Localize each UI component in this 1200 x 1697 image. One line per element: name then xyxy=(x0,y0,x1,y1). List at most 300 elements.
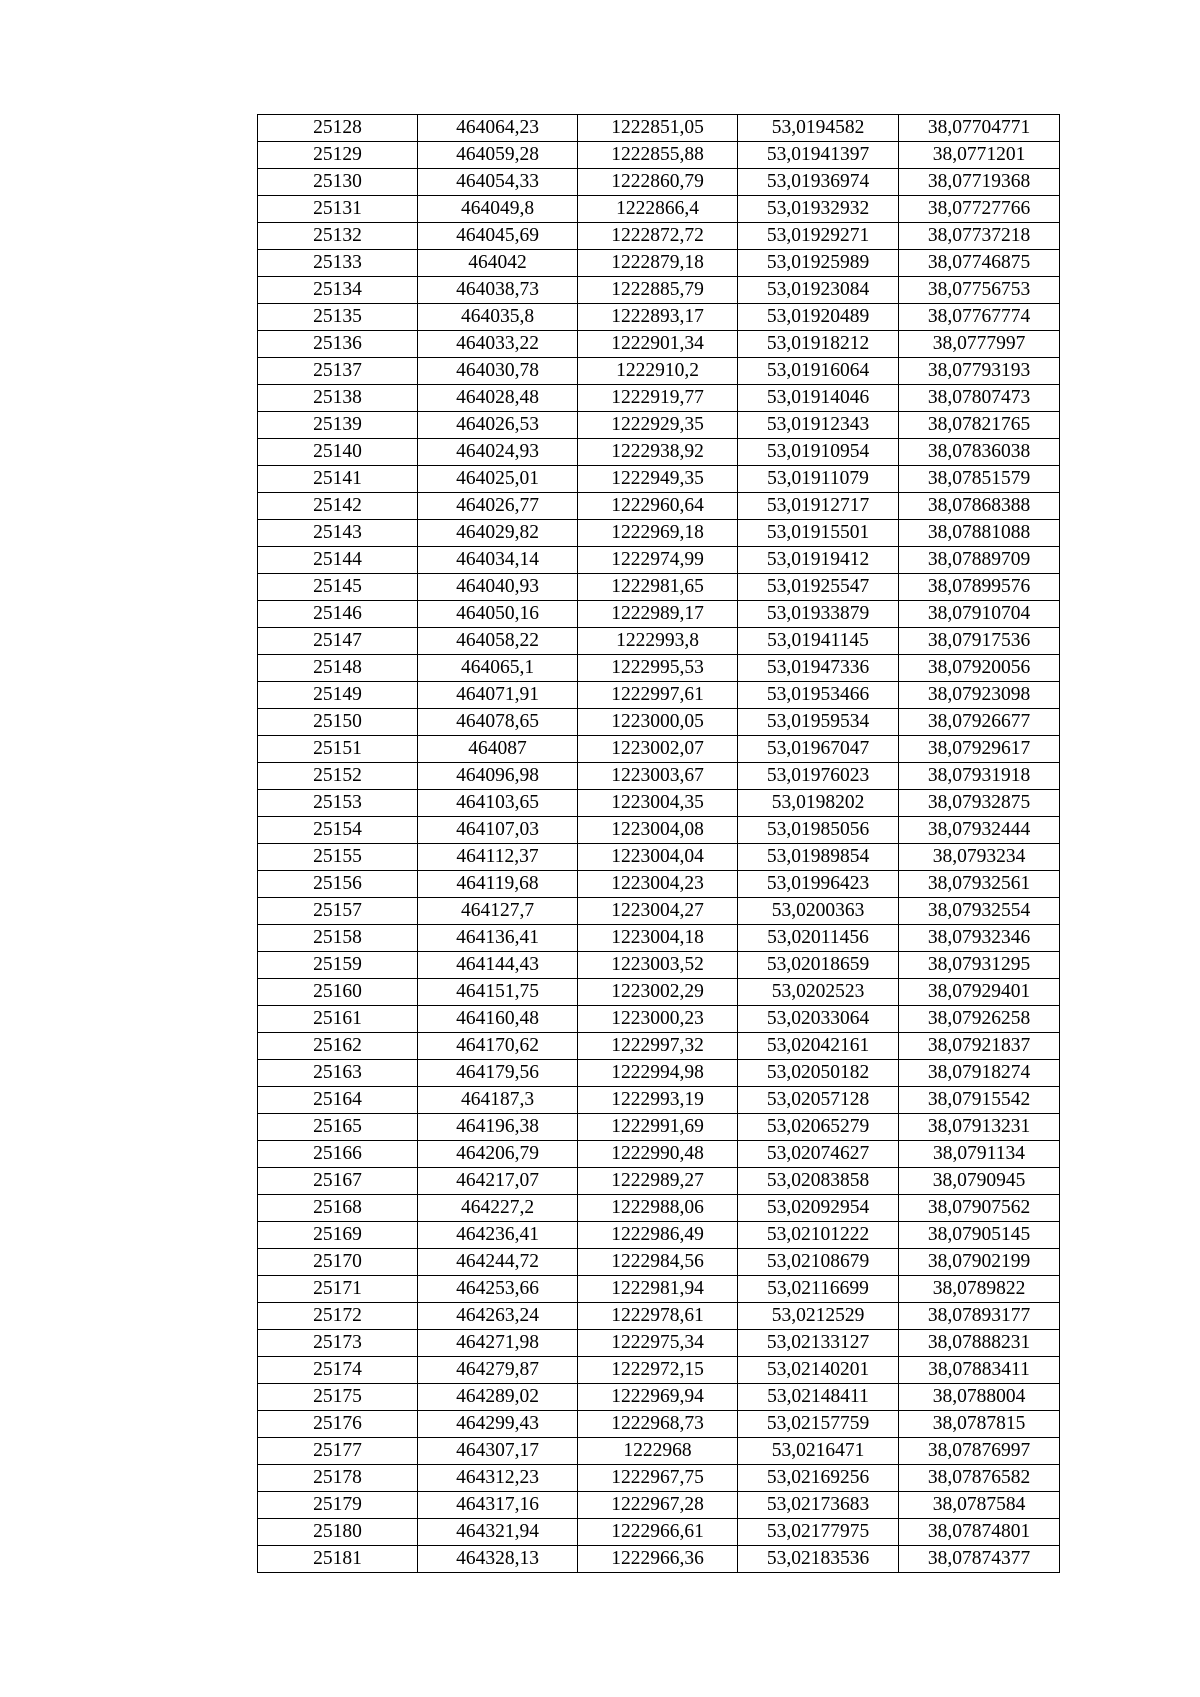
table-row xyxy=(258,871,1060,898)
table-row xyxy=(258,1033,1060,1060)
point-number-cell: 25128 xyxy=(258,115,418,142)
table-row xyxy=(258,223,1060,250)
x-coordinate-cell: 464045,69 xyxy=(418,223,578,250)
y-coordinate-cell: 1222974,99 xyxy=(578,547,738,574)
latitude-cell: 53,02074627 xyxy=(738,1141,899,1168)
longitude-cell: 38,07821765 xyxy=(899,412,1060,439)
point-number-cell: 25178 xyxy=(258,1465,418,1492)
x-coordinate-cell: 464078,65 xyxy=(418,709,578,736)
table-row xyxy=(258,1249,1060,1276)
longitude-cell: 38,0791134 xyxy=(899,1141,1060,1168)
longitude-cell: 38,07931295 xyxy=(899,952,1060,979)
latitude-cell: 53,0194582 xyxy=(738,115,899,142)
longitude-cell: 38,07931918 xyxy=(899,763,1060,790)
longitude-cell: 38,07905145 xyxy=(899,1222,1060,1249)
point-number-cell: 25137 xyxy=(258,358,418,385)
table-row xyxy=(258,1222,1060,1249)
point-number-cell: 25136 xyxy=(258,331,418,358)
point-number-cell: 25148 xyxy=(258,655,418,682)
latitude-cell: 53,01925989 xyxy=(738,250,899,277)
x-coordinate-cell: 464096,98 xyxy=(418,763,578,790)
x-coordinate-cell: 464136,41 xyxy=(418,925,578,952)
y-coordinate-cell: 1223004,35 xyxy=(578,790,738,817)
y-coordinate-cell: 1222988,06 xyxy=(578,1195,738,1222)
latitude-cell: 53,01941397 xyxy=(738,142,899,169)
latitude-cell: 53,01996423 xyxy=(738,871,899,898)
x-coordinate-cell: 464244,72 xyxy=(418,1249,578,1276)
point-number-cell: 25151 xyxy=(258,736,418,763)
y-coordinate-cell: 1222855,88 xyxy=(578,142,738,169)
table-row xyxy=(258,250,1060,277)
y-coordinate-cell: 1222929,35 xyxy=(578,412,738,439)
longitude-cell: 38,07874377 xyxy=(899,1546,1060,1573)
y-coordinate-cell: 1222919,77 xyxy=(578,385,738,412)
table-row xyxy=(258,1060,1060,1087)
longitude-cell: 38,07917536 xyxy=(899,628,1060,655)
table-row xyxy=(258,1276,1060,1303)
latitude-cell: 53,02116699 xyxy=(738,1276,899,1303)
y-coordinate-cell: 1222893,17 xyxy=(578,304,738,331)
y-coordinate-cell: 1223002,07 xyxy=(578,736,738,763)
y-coordinate-cell: 1222993,8 xyxy=(578,628,738,655)
point-number-cell: 25164 xyxy=(258,1087,418,1114)
table-row xyxy=(258,682,1060,709)
point-number-cell: 25171 xyxy=(258,1276,418,1303)
point-number-cell: 25166 xyxy=(258,1141,418,1168)
x-coordinate-cell: 464026,53 xyxy=(418,412,578,439)
point-number-cell: 25143 xyxy=(258,520,418,547)
point-number-cell: 25139 xyxy=(258,412,418,439)
table-row xyxy=(258,304,1060,331)
latitude-cell: 53,01912717 xyxy=(738,493,899,520)
longitude-cell: 38,0777997 xyxy=(899,331,1060,358)
x-coordinate-cell: 464038,73 xyxy=(418,277,578,304)
longitude-cell: 38,07929401 xyxy=(899,979,1060,1006)
table-row xyxy=(258,1114,1060,1141)
latitude-cell: 53,0200363 xyxy=(738,898,899,925)
x-coordinate-cell: 464034,14 xyxy=(418,547,578,574)
point-number-cell: 25131 xyxy=(258,196,418,223)
table-row xyxy=(258,1438,1060,1465)
y-coordinate-cell: 1223000,23 xyxy=(578,1006,738,1033)
latitude-cell: 53,02042161 xyxy=(738,1033,899,1060)
y-coordinate-cell: 1222872,72 xyxy=(578,223,738,250)
longitude-cell: 38,07899576 xyxy=(899,574,1060,601)
latitude-cell: 53,02057128 xyxy=(738,1087,899,1114)
longitude-cell: 38,07836038 xyxy=(899,439,1060,466)
table-row xyxy=(258,574,1060,601)
point-number-cell: 25173 xyxy=(258,1330,418,1357)
point-number-cell: 25176 xyxy=(258,1411,418,1438)
table-row xyxy=(258,142,1060,169)
x-coordinate-cell: 464253,66 xyxy=(418,1276,578,1303)
x-coordinate-cell: 464187,3 xyxy=(418,1087,578,1114)
longitude-cell: 38,07910704 xyxy=(899,601,1060,628)
point-number-cell: 25153 xyxy=(258,790,418,817)
y-coordinate-cell: 1223004,08 xyxy=(578,817,738,844)
x-coordinate-cell: 464271,98 xyxy=(418,1330,578,1357)
latitude-cell: 53,02183536 xyxy=(738,1546,899,1573)
longitude-cell: 38,07746875 xyxy=(899,250,1060,277)
coordinates-table-body xyxy=(258,115,1060,1573)
longitude-cell: 38,07902199 xyxy=(899,1249,1060,1276)
latitude-cell: 53,02018659 xyxy=(738,952,899,979)
latitude-cell: 53,01936974 xyxy=(738,169,899,196)
latitude-cell: 53,0216471 xyxy=(738,1438,899,1465)
y-coordinate-cell: 1222984,56 xyxy=(578,1249,738,1276)
point-number-cell: 25177 xyxy=(258,1438,418,1465)
point-number-cell: 25161 xyxy=(258,1006,418,1033)
x-coordinate-cell: 464119,68 xyxy=(418,871,578,898)
longitude-cell: 38,07932346 xyxy=(899,925,1060,952)
latitude-cell: 53,01919412 xyxy=(738,547,899,574)
point-number-cell: 25180 xyxy=(258,1519,418,1546)
x-coordinate-cell: 464042 xyxy=(418,250,578,277)
longitude-cell: 38,07918274 xyxy=(899,1060,1060,1087)
x-coordinate-cell: 464058,22 xyxy=(418,628,578,655)
y-coordinate-cell: 1222910,2 xyxy=(578,358,738,385)
point-number-cell: 25160 xyxy=(258,979,418,1006)
point-number-cell: 25141 xyxy=(258,466,418,493)
x-coordinate-cell: 464071,91 xyxy=(418,682,578,709)
y-coordinate-cell: 1222968,73 xyxy=(578,1411,738,1438)
x-coordinate-cell: 464279,87 xyxy=(418,1357,578,1384)
x-coordinate-cell: 464236,41 xyxy=(418,1222,578,1249)
y-coordinate-cell: 1222938,92 xyxy=(578,439,738,466)
table-row xyxy=(258,1411,1060,1438)
latitude-cell: 53,01959534 xyxy=(738,709,899,736)
x-coordinate-cell: 464050,16 xyxy=(418,601,578,628)
longitude-cell: 38,07756753 xyxy=(899,277,1060,304)
table-row xyxy=(258,844,1060,871)
latitude-cell: 53,02011456 xyxy=(738,925,899,952)
point-number-cell: 25167 xyxy=(258,1168,418,1195)
point-number-cell: 25172 xyxy=(258,1303,418,1330)
longitude-cell: 38,07932554 xyxy=(899,898,1060,925)
y-coordinate-cell: 1222994,98 xyxy=(578,1060,738,1087)
latitude-cell: 53,02108679 xyxy=(738,1249,899,1276)
y-coordinate-cell: 1223000,05 xyxy=(578,709,738,736)
table-row xyxy=(258,1519,1060,1546)
point-number-cell: 25156 xyxy=(258,871,418,898)
table-row xyxy=(258,169,1060,196)
x-coordinate-cell: 464321,94 xyxy=(418,1519,578,1546)
longitude-cell: 38,07907562 xyxy=(899,1195,1060,1222)
y-coordinate-cell: 1222997,61 xyxy=(578,682,738,709)
table-row xyxy=(258,385,1060,412)
x-coordinate-cell: 464065,1 xyxy=(418,655,578,682)
table-row xyxy=(258,439,1060,466)
longitude-cell: 38,07876997 xyxy=(899,1438,1060,1465)
y-coordinate-cell: 1223002,29 xyxy=(578,979,738,1006)
longitude-cell: 38,0793234 xyxy=(899,844,1060,871)
x-coordinate-cell: 464312,23 xyxy=(418,1465,578,1492)
x-coordinate-cell: 464054,33 xyxy=(418,169,578,196)
table-row xyxy=(258,466,1060,493)
table-row xyxy=(258,547,1060,574)
point-number-cell: 25179 xyxy=(258,1492,418,1519)
table-row xyxy=(258,1357,1060,1384)
latitude-cell: 53,02065279 xyxy=(738,1114,899,1141)
y-coordinate-cell: 1222989,27 xyxy=(578,1168,738,1195)
latitude-cell: 53,02148411 xyxy=(738,1384,899,1411)
latitude-cell: 53,01918212 xyxy=(738,331,899,358)
latitude-cell: 53,01989854 xyxy=(738,844,899,871)
longitude-cell: 38,07893177 xyxy=(899,1303,1060,1330)
table-row xyxy=(258,817,1060,844)
longitude-cell: 38,07888231 xyxy=(899,1330,1060,1357)
y-coordinate-cell: 1222860,79 xyxy=(578,169,738,196)
point-number-cell: 25163 xyxy=(258,1060,418,1087)
x-coordinate-cell: 464029,82 xyxy=(418,520,578,547)
x-coordinate-cell: 464317,16 xyxy=(418,1492,578,1519)
point-number-cell: 25138 xyxy=(258,385,418,412)
point-number-cell: 25169 xyxy=(258,1222,418,1249)
latitude-cell: 53,02173683 xyxy=(738,1492,899,1519)
longitude-cell: 38,07793193 xyxy=(899,358,1060,385)
longitude-cell: 38,07807473 xyxy=(899,385,1060,412)
table-row xyxy=(258,709,1060,736)
latitude-cell: 53,0198202 xyxy=(738,790,899,817)
longitude-cell: 38,07926258 xyxy=(899,1006,1060,1033)
y-coordinate-cell: 1222981,65 xyxy=(578,574,738,601)
x-coordinate-cell: 464059,28 xyxy=(418,142,578,169)
y-coordinate-cell: 1222967,75 xyxy=(578,1465,738,1492)
latitude-cell: 53,02157759 xyxy=(738,1411,899,1438)
table-row xyxy=(258,1141,1060,1168)
x-coordinate-cell: 464127,7 xyxy=(418,898,578,925)
longitude-cell: 38,0787815 xyxy=(899,1411,1060,1438)
longitude-cell: 38,07915542 xyxy=(899,1087,1060,1114)
longitude-cell: 38,07932875 xyxy=(899,790,1060,817)
y-coordinate-cell: 1223004,04 xyxy=(578,844,738,871)
latitude-cell: 53,01985056 xyxy=(738,817,899,844)
x-coordinate-cell: 464033,22 xyxy=(418,331,578,358)
table-row xyxy=(258,196,1060,223)
longitude-cell: 38,07704771 xyxy=(899,115,1060,142)
longitude-cell: 38,0790945 xyxy=(899,1168,1060,1195)
latitude-cell: 53,02083858 xyxy=(738,1168,899,1195)
x-coordinate-cell: 464035,8 xyxy=(418,304,578,331)
y-coordinate-cell: 1222967,28 xyxy=(578,1492,738,1519)
table-row xyxy=(258,628,1060,655)
x-coordinate-cell: 464087 xyxy=(418,736,578,763)
table-row xyxy=(258,601,1060,628)
point-number-cell: 25162 xyxy=(258,1033,418,1060)
point-number-cell: 25147 xyxy=(258,628,418,655)
point-number-cell: 25155 xyxy=(258,844,418,871)
table-row xyxy=(258,763,1060,790)
y-coordinate-cell: 1222978,61 xyxy=(578,1303,738,1330)
longitude-cell: 38,0789822 xyxy=(899,1276,1060,1303)
longitude-cell: 38,07719368 xyxy=(899,169,1060,196)
longitude-cell: 38,0787584 xyxy=(899,1492,1060,1519)
latitude-cell: 53,02177975 xyxy=(738,1519,899,1546)
point-number-cell: 25165 xyxy=(258,1114,418,1141)
table-row xyxy=(258,331,1060,358)
x-coordinate-cell: 464328,13 xyxy=(418,1546,578,1573)
point-number-cell: 25157 xyxy=(258,898,418,925)
x-coordinate-cell: 464307,17 xyxy=(418,1438,578,1465)
x-coordinate-cell: 464024,93 xyxy=(418,439,578,466)
latitude-cell: 53,02050182 xyxy=(738,1060,899,1087)
table-row xyxy=(258,1330,1060,1357)
x-coordinate-cell: 464112,37 xyxy=(418,844,578,871)
y-coordinate-cell: 1222990,48 xyxy=(578,1141,738,1168)
table-row xyxy=(258,790,1060,817)
latitude-cell: 53,02033064 xyxy=(738,1006,899,1033)
x-coordinate-cell: 464196,38 xyxy=(418,1114,578,1141)
x-coordinate-cell: 464026,77 xyxy=(418,493,578,520)
y-coordinate-cell: 1223003,67 xyxy=(578,763,738,790)
coordinates-table xyxy=(257,114,1060,1573)
x-coordinate-cell: 464030,78 xyxy=(418,358,578,385)
point-number-cell: 25159 xyxy=(258,952,418,979)
point-number-cell: 25174 xyxy=(258,1357,418,1384)
table-row xyxy=(258,1087,1060,1114)
longitude-cell: 38,07868388 xyxy=(899,493,1060,520)
table-row xyxy=(258,1384,1060,1411)
longitude-cell: 38,07727766 xyxy=(899,196,1060,223)
x-coordinate-cell: 464179,56 xyxy=(418,1060,578,1087)
y-coordinate-cell: 1222975,34 xyxy=(578,1330,738,1357)
table-row xyxy=(258,1492,1060,1519)
point-number-cell: 25154 xyxy=(258,817,418,844)
longitude-cell: 38,07913231 xyxy=(899,1114,1060,1141)
latitude-cell: 53,01941145 xyxy=(738,628,899,655)
point-number-cell: 25133 xyxy=(258,250,418,277)
longitude-cell: 38,07874801 xyxy=(899,1519,1060,1546)
latitude-cell: 53,02101222 xyxy=(738,1222,899,1249)
point-number-cell: 25150 xyxy=(258,709,418,736)
table-row xyxy=(258,1195,1060,1222)
latitude-cell: 53,01914046 xyxy=(738,385,899,412)
longitude-cell: 38,07737218 xyxy=(899,223,1060,250)
point-number-cell: 25149 xyxy=(258,682,418,709)
longitude-cell: 38,07889709 xyxy=(899,547,1060,574)
point-number-cell: 25144 xyxy=(258,547,418,574)
point-number-cell: 25140 xyxy=(258,439,418,466)
y-coordinate-cell: 1222879,18 xyxy=(578,250,738,277)
point-number-cell: 25152 xyxy=(258,763,418,790)
x-coordinate-cell: 464227,2 xyxy=(418,1195,578,1222)
latitude-cell: 53,0202523 xyxy=(738,979,899,1006)
table-row xyxy=(258,655,1060,682)
point-number-cell: 25175 xyxy=(258,1384,418,1411)
table-row xyxy=(258,1465,1060,1492)
y-coordinate-cell: 1223004,27 xyxy=(578,898,738,925)
x-coordinate-cell: 464049,8 xyxy=(418,196,578,223)
table-row xyxy=(258,493,1060,520)
x-coordinate-cell: 464028,48 xyxy=(418,385,578,412)
longitude-cell: 38,0771201 xyxy=(899,142,1060,169)
longitude-cell: 38,07876582 xyxy=(899,1465,1060,1492)
point-number-cell: 25130 xyxy=(258,169,418,196)
point-number-cell: 25146 xyxy=(258,601,418,628)
y-coordinate-cell: 1222981,94 xyxy=(578,1276,738,1303)
y-coordinate-cell: 1222866,4 xyxy=(578,196,738,223)
y-coordinate-cell: 1223003,52 xyxy=(578,952,738,979)
latitude-cell: 53,02140201 xyxy=(738,1357,899,1384)
y-coordinate-cell: 1222986,49 xyxy=(578,1222,738,1249)
y-coordinate-cell: 1222995,53 xyxy=(578,655,738,682)
point-number-cell: 25170 xyxy=(258,1249,418,1276)
longitude-cell: 38,0788004 xyxy=(899,1384,1060,1411)
x-coordinate-cell: 464160,48 xyxy=(418,1006,578,1033)
y-coordinate-cell: 1222989,17 xyxy=(578,601,738,628)
longitude-cell: 38,07881088 xyxy=(899,520,1060,547)
point-number-cell: 25181 xyxy=(258,1546,418,1573)
y-coordinate-cell: 1222885,79 xyxy=(578,277,738,304)
x-coordinate-cell: 464107,03 xyxy=(418,817,578,844)
latitude-cell: 53,01925547 xyxy=(738,574,899,601)
longitude-cell: 38,07921837 xyxy=(899,1033,1060,1060)
longitude-cell: 38,07923098 xyxy=(899,682,1060,709)
point-number-cell: 25158 xyxy=(258,925,418,952)
table-row xyxy=(258,1546,1060,1573)
point-number-cell: 25168 xyxy=(258,1195,418,1222)
x-coordinate-cell: 464299,43 xyxy=(418,1411,578,1438)
table-row xyxy=(258,1303,1060,1330)
latitude-cell: 53,02092954 xyxy=(738,1195,899,1222)
latitude-cell: 53,01929271 xyxy=(738,223,899,250)
table-row xyxy=(258,520,1060,547)
latitude-cell: 53,01911079 xyxy=(738,466,899,493)
y-coordinate-cell: 1222993,19 xyxy=(578,1087,738,1114)
y-coordinate-cell: 1222969,94 xyxy=(578,1384,738,1411)
latitude-cell: 53,01967047 xyxy=(738,736,899,763)
y-coordinate-cell: 1222968 xyxy=(578,1438,738,1465)
point-number-cell: 25132 xyxy=(258,223,418,250)
table-row xyxy=(258,1168,1060,1195)
x-coordinate-cell: 464217,07 xyxy=(418,1168,578,1195)
y-coordinate-cell: 1223004,18 xyxy=(578,925,738,952)
longitude-cell: 38,07926677 xyxy=(899,709,1060,736)
table-row xyxy=(258,898,1060,925)
point-number-cell: 25135 xyxy=(258,304,418,331)
x-coordinate-cell: 464040,93 xyxy=(418,574,578,601)
x-coordinate-cell: 464206,79 xyxy=(418,1141,578,1168)
latitude-cell: 53,01916064 xyxy=(738,358,899,385)
latitude-cell: 53,01933879 xyxy=(738,601,899,628)
table-row xyxy=(258,925,1060,952)
point-number-cell: 25134 xyxy=(258,277,418,304)
x-coordinate-cell: 464170,62 xyxy=(418,1033,578,1060)
latitude-cell: 53,01912343 xyxy=(738,412,899,439)
latitude-cell: 53,01932932 xyxy=(738,196,899,223)
longitude-cell: 38,07929617 xyxy=(899,736,1060,763)
longitude-cell: 38,07767774 xyxy=(899,304,1060,331)
y-coordinate-cell: 1222960,64 xyxy=(578,493,738,520)
longitude-cell: 38,07920056 xyxy=(899,655,1060,682)
y-coordinate-cell: 1222851,05 xyxy=(578,115,738,142)
latitude-cell: 53,01910954 xyxy=(738,439,899,466)
longitude-cell: 38,07883411 xyxy=(899,1357,1060,1384)
latitude-cell: 53,0212529 xyxy=(738,1303,899,1330)
y-coordinate-cell: 1222997,32 xyxy=(578,1033,738,1060)
latitude-cell: 53,02133127 xyxy=(738,1330,899,1357)
point-number-cell: 25129 xyxy=(258,142,418,169)
latitude-cell: 53,01920489 xyxy=(738,304,899,331)
x-coordinate-cell: 464064,23 xyxy=(418,115,578,142)
y-coordinate-cell: 1222969,18 xyxy=(578,520,738,547)
y-coordinate-cell: 1222966,36 xyxy=(578,1546,738,1573)
x-coordinate-cell: 464025,01 xyxy=(418,466,578,493)
point-number-cell: 25145 xyxy=(258,574,418,601)
y-coordinate-cell: 1222901,34 xyxy=(578,331,738,358)
table-row xyxy=(258,979,1060,1006)
y-coordinate-cell: 1223004,23 xyxy=(578,871,738,898)
